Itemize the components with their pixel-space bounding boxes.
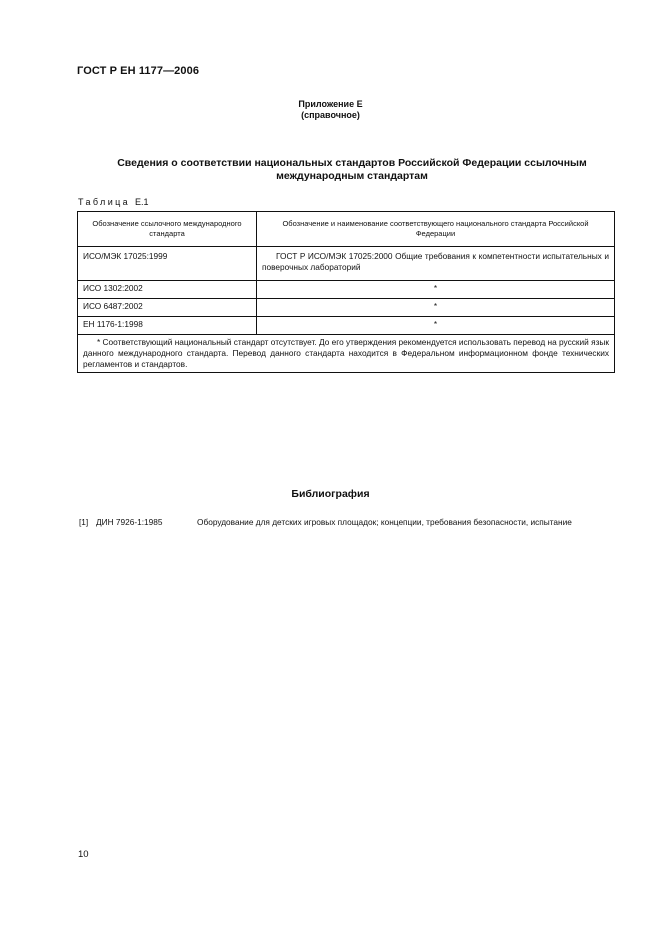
table-row xyxy=(78,317,615,335)
national-standard-cell: * xyxy=(257,299,615,317)
international-standard-cell: ЕН 1176-1:1998 xyxy=(78,317,257,335)
annex-title: Приложение Е xyxy=(298,99,363,109)
section-title: Сведения о соответствии национальных стандартов Российской Федерации ссылочным международным стандартам xyxy=(117,157,587,182)
table-caption-label: Таблица xyxy=(78,197,131,207)
national-standard-cell: ГОСТ Р ИСО/МЭК 17025:2000 Общие требования к компетентности испытательных и поверочных лабораторий xyxy=(257,247,615,281)
page-number: 10 xyxy=(78,849,89,860)
international-standard-cell: ИСО/МЭК 17025:1999 xyxy=(78,247,257,281)
international-standard-cell: ИСО 1302:2002 xyxy=(78,281,257,299)
bibliography-entry-code: ДИН 7926-1:1985 xyxy=(96,517,163,527)
table-row xyxy=(78,281,615,299)
table-row xyxy=(78,299,615,317)
bibliography-entry-text: Оборудование для детских игровых площадок; концепции, требования безопасности, испытание xyxy=(197,517,572,527)
table-header-row xyxy=(78,212,615,247)
national-standard-cell: * xyxy=(257,317,615,335)
annex-heading xyxy=(0,99,661,121)
bibliography-title: Библиография xyxy=(291,488,370,500)
document-header: ГОСТ Р ЕН 1177—2006 xyxy=(77,65,200,77)
column-header-international: Обозначение ссылочного международного стандарта xyxy=(78,212,257,247)
table-footnote: * Соответствующий национальный стандарт отсутствует. До его утверждения рекомендуется использовать перевод на русский язык данного международного стандарта. Перевод данного стандарта находится в Федеральном информационном фонде технических регламентов и стандартов. xyxy=(78,335,615,373)
annex-type: (справочное) xyxy=(301,110,360,120)
table-row xyxy=(78,247,615,281)
table-footnote-row xyxy=(78,335,615,373)
table-caption-number: Е.1 xyxy=(135,197,149,207)
correspondence-table xyxy=(77,211,615,373)
table-caption xyxy=(78,197,149,207)
column-header-national: Обозначение и наименование соответствующего национального стандарта Российской Федерации xyxy=(257,212,615,247)
international-standard-cell: ИСО 6487:2002 xyxy=(78,299,257,317)
national-standard-cell: * xyxy=(257,281,615,299)
bibliography-entry-number: [1] xyxy=(79,517,89,527)
